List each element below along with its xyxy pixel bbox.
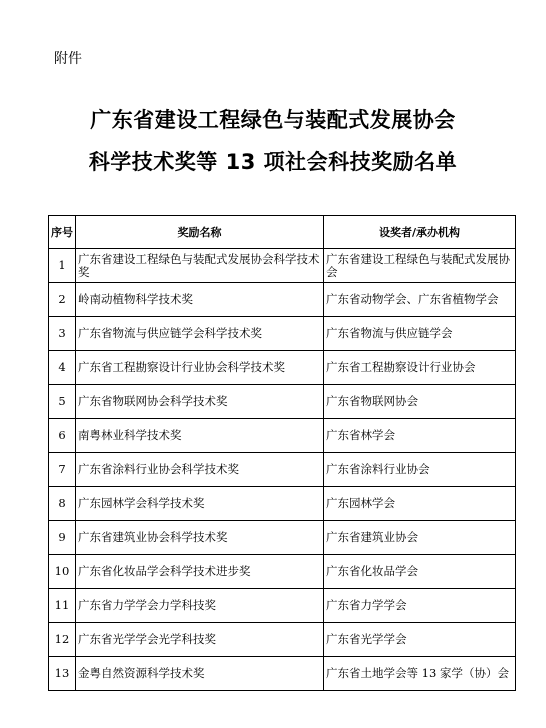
table-row — [49, 385, 516, 419]
table-row — [49, 351, 516, 385]
row-index: 9 — [49, 521, 76, 555]
row-organizer: 广东省动物学会、广东省植物学会 — [324, 283, 516, 317]
row-organizer: 广东省化妆品学会 — [324, 555, 516, 589]
row-index: 1 — [49, 249, 76, 283]
row-organizer: 广东省物流与供应链学会 — [324, 317, 516, 351]
row-index: 12 — [49, 623, 76, 657]
row-index: 11 — [49, 589, 76, 623]
table-row — [49, 589, 516, 623]
row-award-name: 广东省工程勘察设计行业协会科学技术奖 — [76, 351, 324, 385]
column-header-index: 序号 — [49, 216, 76, 249]
row-index: 7 — [49, 453, 76, 487]
table-row — [49, 623, 516, 657]
table-row — [49, 283, 516, 317]
row-index: 2 — [49, 283, 76, 317]
awards-table — [48, 215, 516, 691]
table-row — [49, 419, 516, 453]
column-header-award-name: 奖励名称 — [76, 216, 324, 249]
row-organizer: 广东园林学会 — [324, 487, 516, 521]
document-title-line-2: 科学技术奖等 13 项社会科技奖励名单 — [88, 150, 458, 174]
row-organizer: 广东省建筑业协会 — [324, 521, 516, 555]
row-award-name: 广东园林学会科学技术奖 — [76, 487, 324, 521]
row-index: 4 — [49, 351, 76, 385]
table-row — [49, 453, 516, 487]
row-award-name: 广东省光学学会光学科技奖 — [76, 623, 324, 657]
row-index: 6 — [49, 419, 76, 453]
table-header-row — [49, 216, 516, 249]
row-organizer: 广东省建设工程绿色与装配式发展协会 — [324, 249, 516, 283]
row-organizer: 广东省工程勘察设计行业协会 — [324, 351, 516, 385]
row-award-name: 广东省建筑业协会科学技术奖 — [76, 521, 324, 555]
row-index: 13 — [49, 657, 76, 691]
column-header-organizer: 设奖者/承办机构 — [324, 216, 516, 249]
row-organizer: 广东省林学会 — [324, 419, 516, 453]
row-award-name: 广东省力学学会力学科技奖 — [76, 589, 324, 623]
table-row — [49, 521, 516, 555]
row-organizer: 广东省力学学会 — [324, 589, 516, 623]
row-award-name: 广东省建设工程绿色与装配式发展协会科学技术奖 — [76, 249, 324, 283]
table-row — [49, 487, 516, 521]
table-row — [49, 249, 516, 283]
row-organizer: 广东省光学学会 — [324, 623, 516, 657]
row-organizer: 广东省涂料行业协会 — [324, 453, 516, 487]
row-award-name: 岭南动植物科学技术奖 — [76, 283, 324, 317]
table-row — [49, 317, 516, 351]
row-index: 5 — [49, 385, 76, 419]
row-award-name: 广东省化妆品学会科学技术进步奖 — [76, 555, 324, 589]
row-award-name: 南粤林业科学技术奖 — [76, 419, 324, 453]
attachment-label: 附件 — [54, 51, 82, 67]
row-index: 3 — [49, 317, 76, 351]
row-organizer: 广东省物联网协会 — [324, 385, 516, 419]
document-title-line-1: 广东省建设工程绿色与装配式发展协会 — [90, 108, 456, 132]
row-award-name: 广东省物流与供应链学会科学技术奖 — [76, 317, 324, 351]
table-row — [49, 657, 516, 691]
row-index: 8 — [49, 487, 76, 521]
row-award-name: 金粤自然资源科学技术奖 — [76, 657, 324, 691]
table-row — [49, 555, 516, 589]
row-award-name: 广东省涂料行业协会科学技术奖 — [76, 453, 324, 487]
table-body — [49, 249, 516, 691]
row-index: 10 — [49, 555, 76, 589]
row-award-name: 广东省物联网协会科学技术奖 — [76, 385, 324, 419]
row-organizer: 广东省土地学会等 13 家学（协）会 — [324, 657, 516, 691]
